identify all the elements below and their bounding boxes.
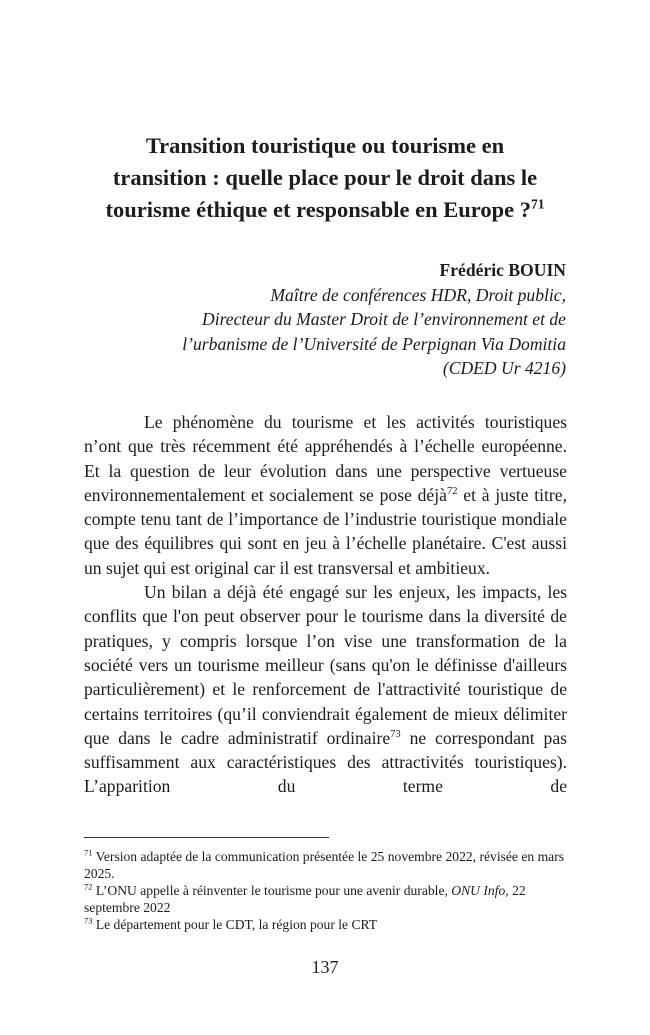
title-footnote-ref[interactable]: 71 xyxy=(530,196,545,212)
author-block xyxy=(86,258,566,381)
footnote-ref-73[interactable]: 73 xyxy=(390,729,401,740)
footnote-text: Version adaptée de la communication présentée le 25 novembre 2022, révisée en mars 2025. xyxy=(84,849,565,881)
footnote-separator xyxy=(84,837,329,838)
footnote-71 xyxy=(84,848,567,882)
title-line-3 xyxy=(70,194,580,226)
footnote-source-title: ONU Info xyxy=(451,883,506,898)
footnote-72 xyxy=(84,882,567,916)
paragraph-2 xyxy=(84,580,567,799)
title-line-2: transition : quelle place pour le droit dans le xyxy=(112,165,538,190)
footnote-ref-72[interactable]: 72 xyxy=(446,486,458,498)
footnote-73 xyxy=(84,916,567,933)
footnote-text: L’ONU appelle à réinventer le tourisme pour une avenir durable, xyxy=(92,883,452,898)
footnotes xyxy=(84,848,567,933)
footnote-text: Le département pour le CDT, la région pour le CRT xyxy=(92,917,378,932)
footnote-number: 72 xyxy=(84,881,93,892)
footnote-number: 71 xyxy=(84,847,93,858)
chapter-title xyxy=(70,130,580,226)
title-line-1: Transition touristique ou tourisme en xyxy=(145,133,505,158)
title-line-3-text: tourisme éthique et responsable en Europe ? xyxy=(105,197,531,222)
paragraph-1-text-a: Le phénomène du tourisme et les activités touristiques n’ont que très récemment été appréhendés à l’échelle européenne. Et la question de leur évolution dans une perspective vertueuse environnementalement et socialement se pose déjà xyxy=(84,412,567,505)
paragraph-1-text-b: et à juste titre, compte tenu tant de l’importance de l’industrie touristique mondiale que des équilibres qui sont en jeu à l’échelle planétaire. C'est aussi un sujet qui est original car il est transversal et ambitieux. xyxy=(84,484,568,578)
author-name: Frédéric BOUIN xyxy=(439,260,566,280)
author-affiliation-line: l’urbanisme de l’Université de Perpignan Via Domitia xyxy=(182,333,566,354)
footnote-text-end: , 22 septembre 2022 xyxy=(84,883,526,915)
body-text xyxy=(84,410,567,799)
paragraph-2-text-b: ne correspondant pas suffisamment aux caractéristiques des attractivités touristiques). L’apparition du terme de xyxy=(84,727,568,797)
paragraph-2-text-a: Un bilan a déjà été engagé sur les enjeux, les impacts, les conflits que l'on peut observer pour le tourisme dans la diversité de pratiques, y compris lorsque l’on vise une transformation de la société vers un tourisme meilleur (sans qu'on le définisse d'ailleurs particulièrement) et le renforcement de l'attractivité touristique de certains territoires (qu’il conviendrait également de mieux délimiter que dans le cadre administratif ordinaire xyxy=(84,582,567,748)
author-affiliation-line: (CDED Ur 4216) xyxy=(442,358,566,378)
author-affiliation-line: Maître de conférences HDR, Droit public, xyxy=(270,284,566,305)
paragraph-1 xyxy=(84,410,567,580)
page-number: 137 xyxy=(311,957,339,977)
footnote-number: 73 xyxy=(84,915,93,926)
author-affiliation-line: Directeur du Master Droit de l’environnement et de xyxy=(202,309,566,329)
